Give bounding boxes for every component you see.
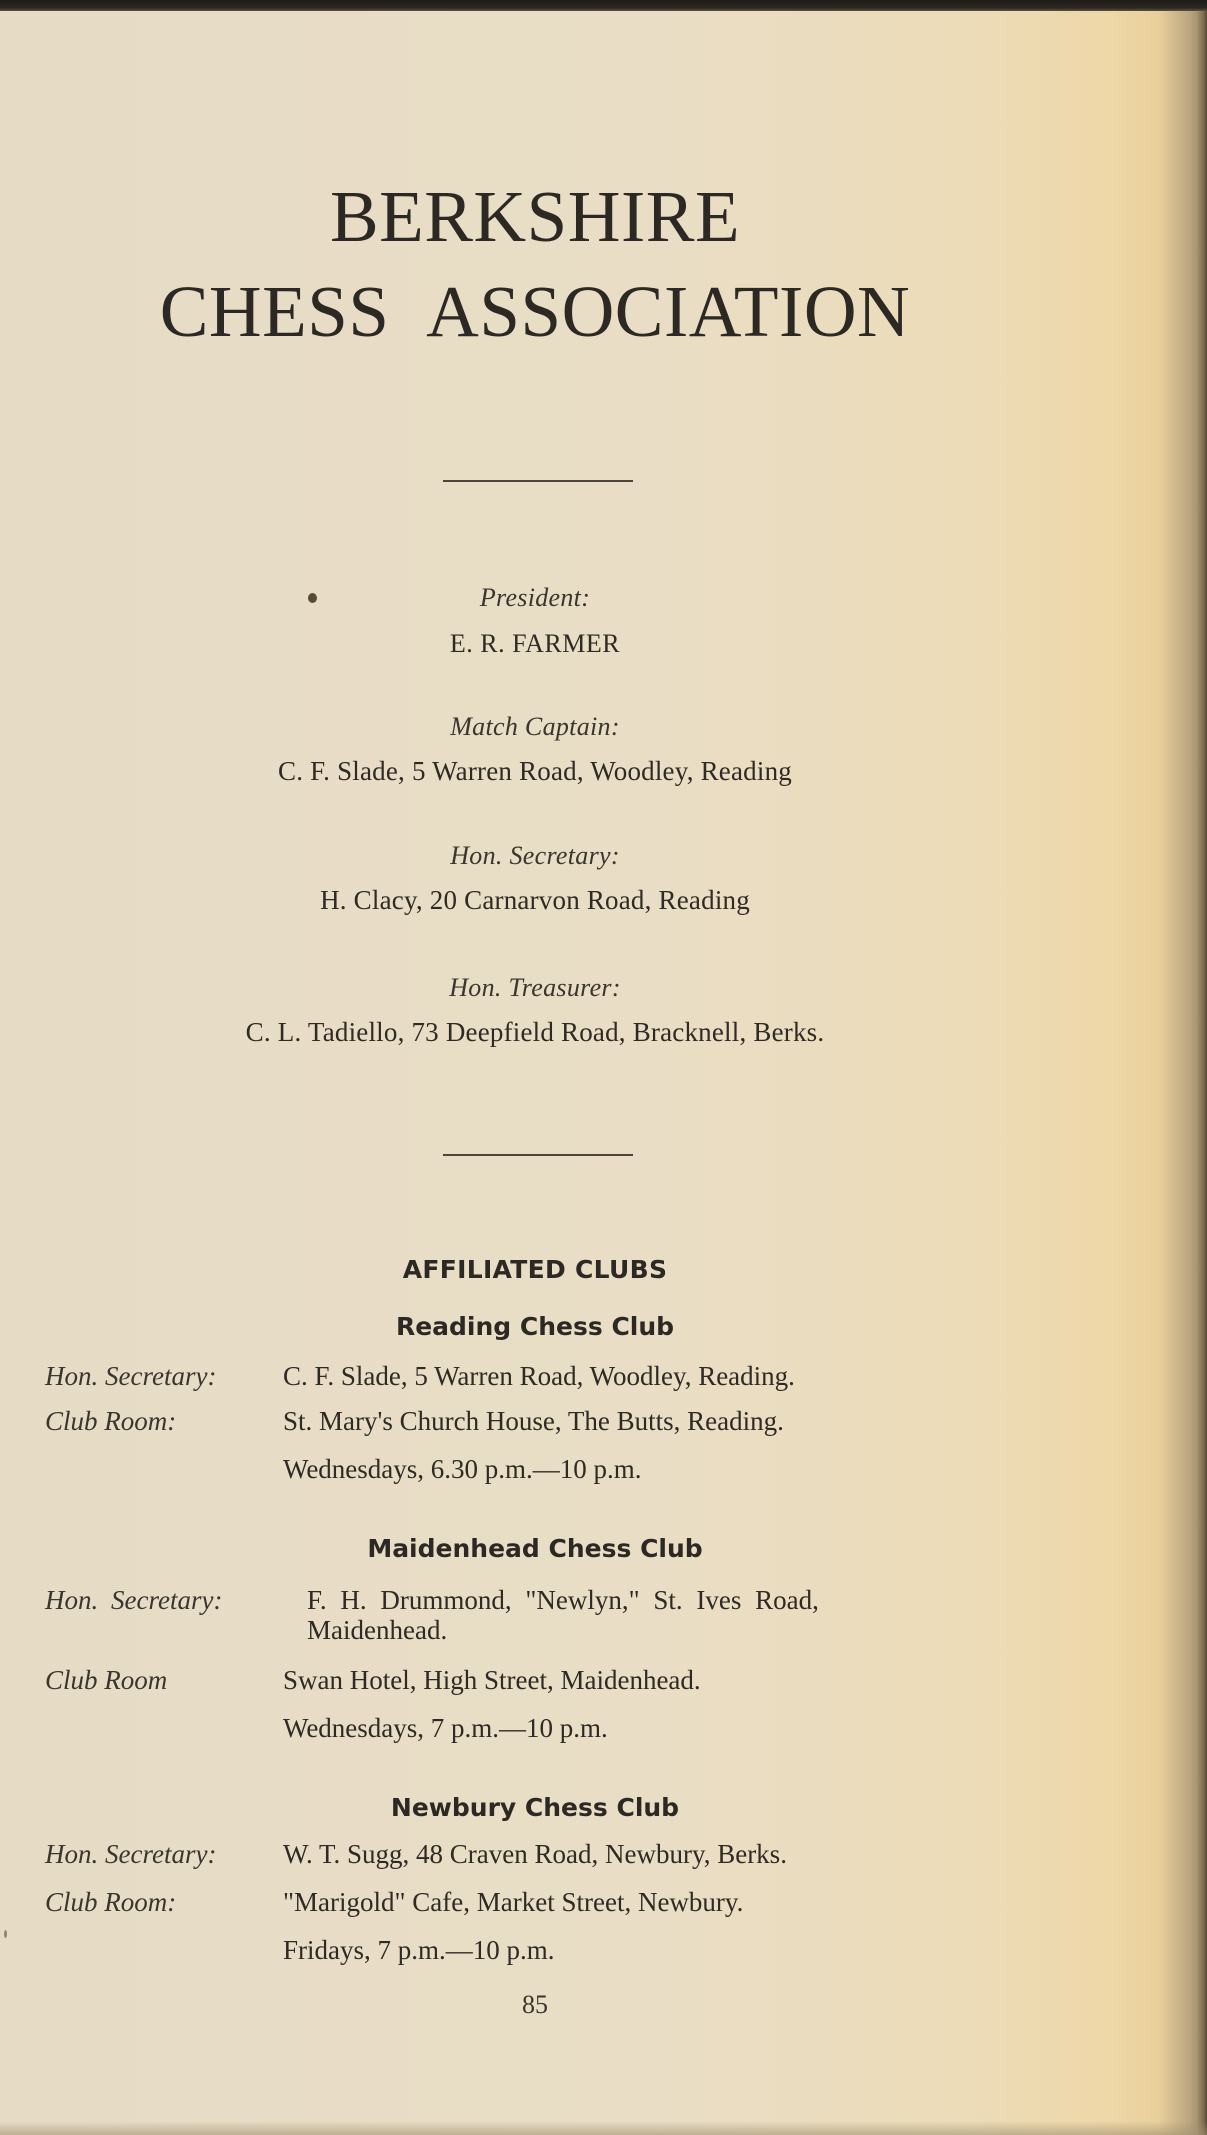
club-secretary-value: F. H. Drummond, "Newlyn," St. Ives Road,: [307, 1585, 819, 1615]
divider-rule: [443, 480, 633, 482]
ink-speck: [4, 1930, 7, 1938]
club-name: Newbury Chess Club: [390, 1793, 680, 1822]
page-title-line2: CHESS ASSOCIATION: [159, 271, 911, 352]
club-room-label: Club Room: [45, 1665, 168, 1695]
club-hours: Wednesdays, 6.30 p.m.—10 p.m.: [283, 1454, 642, 1484]
officer-holder-match-captain: C. F. Slade, 5 Warren Road, Woodley, Reading: [278, 756, 792, 786]
divider-rule: [443, 1154, 633, 1156]
club-secretary-label: Hon. Secretary:: [45, 1585, 223, 1615]
officer-holder-president: E. R. FARMER: [449, 629, 621, 658]
book-spine-shadow: [1197, 11, 1207, 2135]
club-room-value: "Marigold" Cafe, Market Street, Newbury.: [283, 1887, 744, 1917]
club-room-label: Club Room:: [45, 1406, 177, 1436]
page-top-edge: [0, 0, 1207, 11]
club-name: Reading Chess Club: [395, 1312, 675, 1341]
page-title-line1: BERKSHIRE: [329, 176, 741, 257]
club-secretary-value: W. T. Sugg, 48 Craven Road, Newbury, Berks.: [283, 1839, 787, 1869]
section-heading-affiliated-clubs: AFFILIATED CLUBS: [402, 1255, 668, 1284]
club-secretary-value-continued: Maidenhead.: [307, 1615, 448, 1645]
officer-holder-hon-secretary: H. Clacy, 20 Carnarvon Road, Reading: [320, 885, 750, 915]
officer-role-hon-treasurer: Hon. Treasurer:: [449, 973, 621, 1002]
club-secretary-label: Hon. Secretary:: [45, 1839, 217, 1869]
officer-role-match-captain: Match Captain:: [450, 712, 620, 741]
club-hours: Wednesdays, 7 p.m.—10 p.m.: [283, 1713, 608, 1743]
club-name: Maidenhead Chess Club: [367, 1534, 703, 1563]
officer-holder-hon-treasurer: C. L. Tadiello, 73 Deepfield Road, Bracknell, Berks.: [245, 1017, 825, 1047]
page-number: 85: [522, 1990, 548, 2019]
club-room-label: Club Room:: [45, 1887, 177, 1917]
club-hours: Fridays, 7 p.m.—10 p.m.: [283, 1935, 555, 1965]
club-secretary-value: C. F. Slade, 5 Warren Road, Woodley, Reading.: [283, 1361, 795, 1391]
club-room-value: St. Mary's Church House, The Butts, Reading.: [283, 1406, 784, 1436]
page-bottom-edge: [0, 2121, 1207, 2135]
club-room-value: Swan Hotel, High Street, Maidenhead.: [283, 1665, 701, 1695]
officer-role-hon-secretary: Hon. Secretary:: [450, 841, 620, 870]
officer-role-president: President:: [479, 583, 591, 612]
club-secretary-label: Hon. Secretary:: [45, 1361, 217, 1391]
